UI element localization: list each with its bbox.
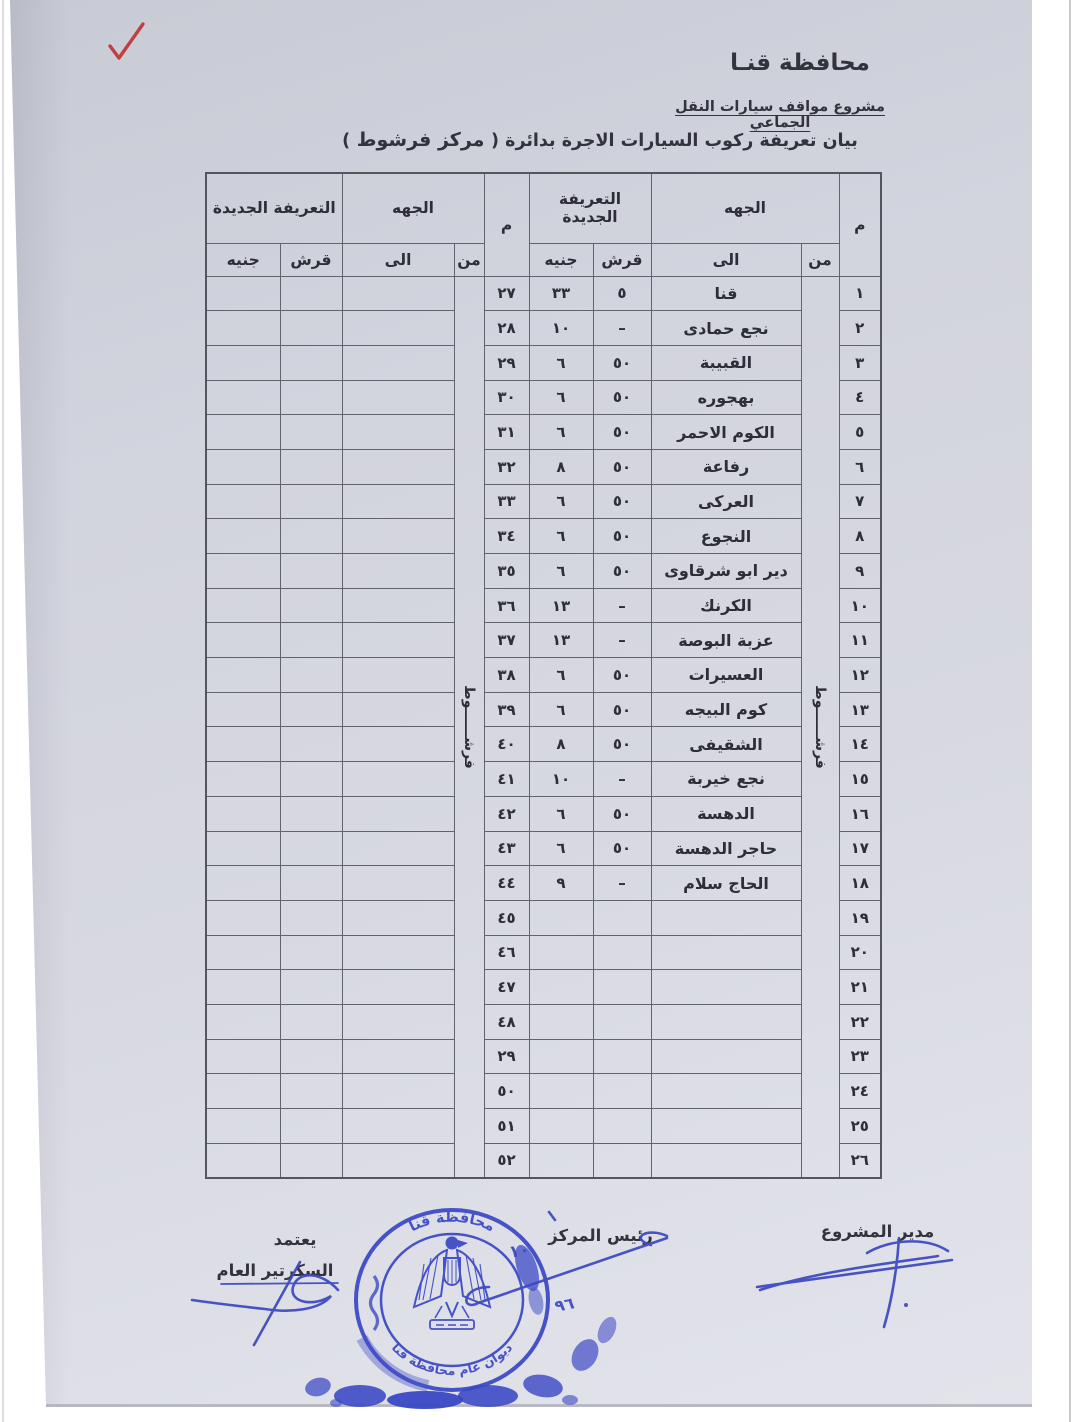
qirsh-cell: ٥٠	[593, 692, 651, 727]
pound-cell-left	[206, 415, 280, 450]
row-number-right: ١٣	[839, 692, 881, 727]
qirsh-cell	[593, 935, 651, 970]
pound-cell-left	[206, 658, 280, 693]
destination-cell: نجع خيربة	[651, 762, 801, 797]
row-number-right: ٦	[839, 449, 881, 484]
qirsh-cell: ٥٠	[593, 519, 651, 554]
pound-cell-left	[206, 727, 280, 762]
table-row	[206, 692, 881, 727]
table-row	[206, 415, 881, 450]
qirsh-cell: ٥٠	[593, 484, 651, 519]
qirsh-cell-left	[280, 345, 342, 380]
row-number-left: ٥١	[484, 1109, 529, 1144]
right-edge-line	[1069, 0, 1071, 1422]
destination-cell-left	[342, 796, 454, 831]
col-header-qirsh-left: قرش	[280, 243, 342, 276]
approved-label: يعتمد	[273, 1230, 317, 1249]
row-number-left: ٣٦	[484, 588, 529, 623]
row-number-left: ٣٨	[484, 658, 529, 693]
pound-cell: ٦	[529, 692, 593, 727]
row-number-left: ٥٠	[484, 1074, 529, 1109]
qirsh-cell: ٥٠	[593, 380, 651, 415]
destination-cell	[651, 900, 801, 935]
table-row	[206, 1004, 881, 1039]
project-subtitle: مشروع مواقف سيارات النقل الجماعي	[675, 99, 885, 131]
stamp-top-text: محافظة قنا	[406, 1209, 498, 1236]
document-title-prefix: بيان تعريفة ركوب السيارات الاجرة بدائرة (	[491, 131, 858, 151]
qirsh-cell-left	[280, 1074, 342, 1109]
row-number-left: ٤٠	[484, 727, 529, 762]
qirsh-cell-left	[280, 831, 342, 866]
qirsh-cell-left	[280, 1143, 342, 1178]
qirsh-cell-left	[280, 484, 342, 519]
row-number-left: ٣٠	[484, 380, 529, 415]
row-number-left: ٤١	[484, 762, 529, 797]
qirsh-cell-left	[280, 866, 342, 901]
col-header-pound-right: جنيه	[529, 243, 593, 276]
pound-cell: ٦	[529, 415, 593, 450]
row-number-right: ١٧	[839, 831, 881, 866]
from-vertical-label-right: فرشــــــوط	[812, 684, 828, 769]
pound-cell-left	[206, 866, 280, 901]
table-row	[206, 554, 881, 589]
destination-cell-left	[342, 970, 454, 1005]
qirsh-cell-left	[280, 658, 342, 693]
document-title-suffix: )	[342, 131, 351, 151]
col-header-num-left: م	[484, 173, 529, 276]
table-row	[206, 484, 881, 519]
pound-cell-left	[206, 345, 280, 380]
col-header-to-right: الى	[651, 243, 801, 276]
row-number-right: ١٨	[839, 866, 881, 901]
destination-cell-left	[342, 1004, 454, 1039]
destination-cell-left	[342, 311, 454, 346]
document-title-center: مركز فرشوط	[350, 129, 492, 151]
qirsh-cell: ٥٠	[593, 796, 651, 831]
row-number-right: ٢٠	[839, 935, 881, 970]
table-row	[206, 623, 881, 658]
pound-cell-left	[206, 900, 280, 935]
qirsh-cell-left	[280, 762, 342, 797]
row-number-right: ٢٣	[839, 1039, 881, 1074]
destination-cell-left	[342, 1074, 454, 1109]
row-number-left: ٢٨	[484, 311, 529, 346]
qirsh-cell: –	[593, 588, 651, 623]
row-number-right: ٢٥	[839, 1109, 881, 1144]
row-number-right: ٨	[839, 519, 881, 554]
row-number-right: ٤	[839, 380, 881, 415]
pound-cell	[529, 970, 593, 1005]
pound-cell-left	[206, 311, 280, 346]
eagle-emblem	[414, 1237, 490, 1330]
destination-cell-left	[342, 727, 454, 762]
pound-cell-left	[206, 380, 280, 415]
destination-cell-left	[342, 415, 454, 450]
row-number-left: ٤٨	[484, 1004, 529, 1039]
pound-cell	[529, 935, 593, 970]
col-header-side-left: الجهه	[342, 173, 484, 243]
check-mark-icon	[100, 18, 152, 70]
destination-cell: الشقيفى	[651, 727, 801, 762]
row-number-left: ٣٢	[484, 449, 529, 484]
destination-cell-left	[342, 449, 454, 484]
row-number-left: ٤٥	[484, 900, 529, 935]
col-header-side-right: الجهه	[651, 173, 839, 243]
destination-cell: بهجوره	[651, 380, 801, 415]
pound-cell-left	[206, 970, 280, 1005]
destination-cell: العركى	[651, 484, 801, 519]
signature-project-manager	[757, 1238, 952, 1327]
signature-center-head	[466, 1212, 667, 1316]
row-number-right: ٢٤	[839, 1074, 881, 1109]
pound-cell	[529, 1143, 593, 1178]
pound-cell	[529, 1074, 593, 1109]
qirsh-cell-left	[280, 449, 342, 484]
destination-cell-left	[342, 1143, 454, 1178]
destination-cell: الحاج سلام	[651, 866, 801, 901]
destination-cell-left	[342, 1109, 454, 1144]
table-row	[206, 900, 881, 935]
destination-cell-left	[342, 623, 454, 658]
pound-cell-left	[206, 1004, 280, 1039]
pound-cell: ١٣	[529, 623, 593, 658]
table-row	[206, 449, 881, 484]
destination-cell-left	[342, 831, 454, 866]
pound-cell-left	[206, 588, 280, 623]
table-row	[206, 866, 881, 901]
destination-cell	[651, 935, 801, 970]
row-number-left: ٢٩	[484, 345, 529, 380]
destination-cell-left	[342, 484, 454, 519]
row-number-right: ٩	[839, 554, 881, 589]
pound-cell: ٨	[529, 727, 593, 762]
qirsh-cell-left	[280, 588, 342, 623]
pound-cell: ٩	[529, 866, 593, 901]
qirsh-cell	[593, 900, 651, 935]
destination-cell-left	[342, 658, 454, 693]
destination-cell: حاجر الدهسة	[651, 831, 801, 866]
table-row	[206, 519, 881, 554]
table-row	[206, 1109, 881, 1144]
table-row	[206, 311, 881, 346]
row-number-right: ٢١	[839, 970, 881, 1005]
pound-cell-left	[206, 1074, 280, 1109]
row-number-right: ١٠	[839, 588, 881, 623]
destination-cell: العسيرات	[651, 658, 801, 693]
row-number-right: ١	[839, 276, 881, 311]
pound-cell: ٣٣	[529, 276, 593, 311]
row-number-left: ٣٥	[484, 554, 529, 589]
qirsh-cell	[593, 1039, 651, 1074]
table-row	[206, 796, 881, 831]
destination-cell-left	[342, 554, 454, 589]
row-number-left: ٣٧	[484, 623, 529, 658]
pound-cell: ١٣	[529, 588, 593, 623]
pound-cell-left	[206, 1039, 280, 1074]
document-title	[300, 129, 900, 151]
row-number-right: ١٩	[839, 900, 881, 935]
qirsh-cell-left	[280, 692, 342, 727]
stamp-ornament-left	[371, 1276, 378, 1330]
row-number-right: ١٦	[839, 796, 881, 831]
qirsh-cell: ٥٠	[593, 727, 651, 762]
qirsh-cell	[593, 1143, 651, 1178]
row-number-right: ٢	[839, 311, 881, 346]
table-row	[206, 345, 881, 380]
qirsh-cell: ٥٠	[593, 415, 651, 450]
pound-cell: ٦	[529, 484, 593, 519]
handwritten-mark-2: ٩٦	[552, 1293, 576, 1316]
stamp-bottom-text: ديوان عام محافظة قنا	[388, 1339, 516, 1378]
pound-cell-left	[206, 484, 280, 519]
pound-cell: ١٠	[529, 311, 593, 346]
destination-cell	[651, 1109, 801, 1144]
table-row	[206, 970, 881, 1005]
pound-cell-left	[206, 1143, 280, 1178]
project-manager-label: مدير المشروع	[820, 1222, 935, 1241]
destination-cell-left	[342, 866, 454, 901]
qirsh-cell-left	[280, 796, 342, 831]
qirsh-cell: ٥٠	[593, 831, 651, 866]
qirsh-cell: –	[593, 311, 651, 346]
pound-cell	[529, 1004, 593, 1039]
destination-cell: النجوع	[651, 519, 801, 554]
qirsh-cell-left	[280, 970, 342, 1005]
destination-cell-left	[342, 762, 454, 797]
row-number-left: ٢٩	[484, 1039, 529, 1074]
pound-cell: ٦	[529, 831, 593, 866]
row-number-left: ٤٦	[484, 935, 529, 970]
row-number-left: ٣٩	[484, 692, 529, 727]
destination-cell	[651, 1039, 801, 1074]
destination-cell-left	[342, 588, 454, 623]
table-row	[206, 588, 881, 623]
destination-cell-left	[342, 519, 454, 554]
qirsh-cell: ٥	[593, 276, 651, 311]
row-number-right: ٣	[839, 345, 881, 380]
destination-cell-left	[342, 900, 454, 935]
pound-cell-left	[206, 519, 280, 554]
col-header-tariff-left: التعريفة الجديدة	[206, 173, 342, 243]
row-number-right: ١٤	[839, 727, 881, 762]
qirsh-cell-left	[280, 311, 342, 346]
table-row	[206, 1039, 881, 1074]
table-row	[206, 1143, 881, 1178]
pound-cell	[529, 1109, 593, 1144]
qirsh-cell-left	[280, 1039, 342, 1074]
handwritten-mark-1: ١٠	[507, 1239, 532, 1263]
row-number-left: ٤٤	[484, 866, 529, 901]
row-number-left: ٣١	[484, 415, 529, 450]
qirsh-cell-left	[280, 380, 342, 415]
destination-cell: القبيبة	[651, 345, 801, 380]
destination-cell-left	[342, 345, 454, 380]
table-row	[206, 727, 881, 762]
table-row	[206, 276, 881, 311]
destination-cell-left	[342, 692, 454, 727]
destination-cell	[651, 970, 801, 1005]
table-body	[206, 276, 881, 1178]
destination-cell-left	[342, 935, 454, 970]
col-header-tariff-right: التعريفة الجديدة	[529, 173, 651, 243]
row-number-left: ٥٢	[484, 1143, 529, 1178]
row-number-left: ٣٤	[484, 519, 529, 554]
qirsh-cell-left	[280, 554, 342, 589]
pound-cell-left	[206, 623, 280, 658]
table-row	[206, 831, 881, 866]
signature-secretary-general	[192, 1262, 338, 1345]
row-number-right: ١١	[839, 623, 881, 658]
qirsh-cell	[593, 1074, 651, 1109]
row-number-right: ٥	[839, 415, 881, 450]
row-number-left: ٣٣	[484, 484, 529, 519]
pound-cell: ٦	[529, 345, 593, 380]
col-header-pound-left: جنيه	[206, 243, 280, 276]
qirsh-cell: ٥٠	[593, 345, 651, 380]
row-number-left: ٤٣	[484, 831, 529, 866]
table-row	[206, 658, 881, 693]
destination-cell	[651, 1004, 801, 1039]
qirsh-cell: ٥٠	[593, 449, 651, 484]
pound-cell-left	[206, 449, 280, 484]
qirsh-cell	[593, 970, 651, 1005]
pound-cell: ١٠	[529, 762, 593, 797]
col-header-from-left: من	[454, 243, 484, 276]
destination-cell	[651, 1143, 801, 1178]
pound-cell-left	[206, 762, 280, 797]
governorate-title: محافظة قنـا	[730, 50, 870, 76]
pound-cell-left	[206, 276, 280, 311]
destination-cell: دير ابو شرقاوى	[651, 554, 801, 589]
pound-cell: ٦	[529, 658, 593, 693]
qirsh-cell-left	[280, 935, 342, 970]
pound-cell: ٦	[529, 796, 593, 831]
pound-cell-left	[206, 935, 280, 970]
row-number-right: ١٥	[839, 762, 881, 797]
col-header-num-right: م	[839, 173, 881, 276]
from-merged-right	[801, 276, 839, 1178]
table-row	[206, 935, 881, 970]
qirsh-cell-left	[280, 415, 342, 450]
pound-cell: ٦	[529, 519, 593, 554]
row-number-left: ٢٧	[484, 276, 529, 311]
destination-cell: قنا	[651, 276, 801, 311]
from-merged-left	[454, 276, 484, 1178]
qirsh-cell: –	[593, 623, 651, 658]
qirsh-cell	[593, 1109, 651, 1144]
table-row	[206, 1074, 881, 1109]
qirsh-cell	[593, 1004, 651, 1039]
col-header-qirsh-right: قرش	[593, 243, 651, 276]
destination-cell	[651, 1074, 801, 1109]
destination-cell-left	[342, 380, 454, 415]
pound-cell	[529, 900, 593, 935]
center-head-label: رئيس المركز	[548, 1226, 653, 1245]
qirsh-cell-left	[280, 276, 342, 311]
qirsh-cell: ٥٠	[593, 554, 651, 589]
row-number-right: ١٢	[839, 658, 881, 693]
qirsh-cell: –	[593, 762, 651, 797]
row-number-right: ٧	[839, 484, 881, 519]
ink-layer	[0, 1180, 1032, 1422]
col-header-to-left: الى	[342, 243, 454, 276]
destination-cell: رفاعة	[651, 449, 801, 484]
destination-cell: الكوم الاحمر	[651, 415, 801, 450]
pound-cell: ٦	[529, 380, 593, 415]
pound-cell-left	[206, 692, 280, 727]
col-header-from-right: من	[801, 243, 839, 276]
pound-cell: ٨	[529, 449, 593, 484]
from-vertical-label-left: فرشــــــوط	[461, 684, 477, 769]
row-number-right: ٢٦	[839, 1143, 881, 1178]
pound-cell-left	[206, 554, 280, 589]
pound-cell-left	[206, 1109, 280, 1144]
qirsh-cell: ٥٠	[593, 658, 651, 693]
secretary-general-label: السكرتير العام	[216, 1261, 334, 1280]
qirsh-cell-left	[280, 1109, 342, 1144]
row-number-right: ٢٢	[839, 1004, 881, 1039]
row-number-left: ٤٧	[484, 970, 529, 1005]
destination-cell: الكرنك	[651, 588, 801, 623]
pound-cell-left	[206, 796, 280, 831]
destination-cell: الدهسة	[651, 796, 801, 831]
qirsh-cell-left	[280, 623, 342, 658]
pound-cell: ٦	[529, 554, 593, 589]
destination-cell-left	[342, 1039, 454, 1074]
destination-cell: عزبة البوصة	[651, 623, 801, 658]
qirsh-cell-left	[280, 519, 342, 554]
qirsh-cell-left	[280, 1004, 342, 1039]
row-number-left: ٤٢	[484, 796, 529, 831]
pound-cell	[529, 1039, 593, 1074]
official-stamp	[356, 1210, 548, 1390]
qirsh-cell-left	[280, 727, 342, 762]
destination-cell-left	[342, 276, 454, 311]
table-row	[206, 762, 881, 797]
table-row	[206, 380, 881, 415]
qirsh-cell-left	[280, 900, 342, 935]
destination-cell: نجع حمادى	[651, 311, 801, 346]
svg-text:ديوان عام محافظة قنا	[389, 1340, 515, 1379]
pound-cell-left	[206, 831, 280, 866]
qirsh-cell: –	[593, 866, 651, 901]
tariff-table	[205, 172, 882, 1179]
destination-cell: كوم البيجه	[651, 692, 801, 727]
